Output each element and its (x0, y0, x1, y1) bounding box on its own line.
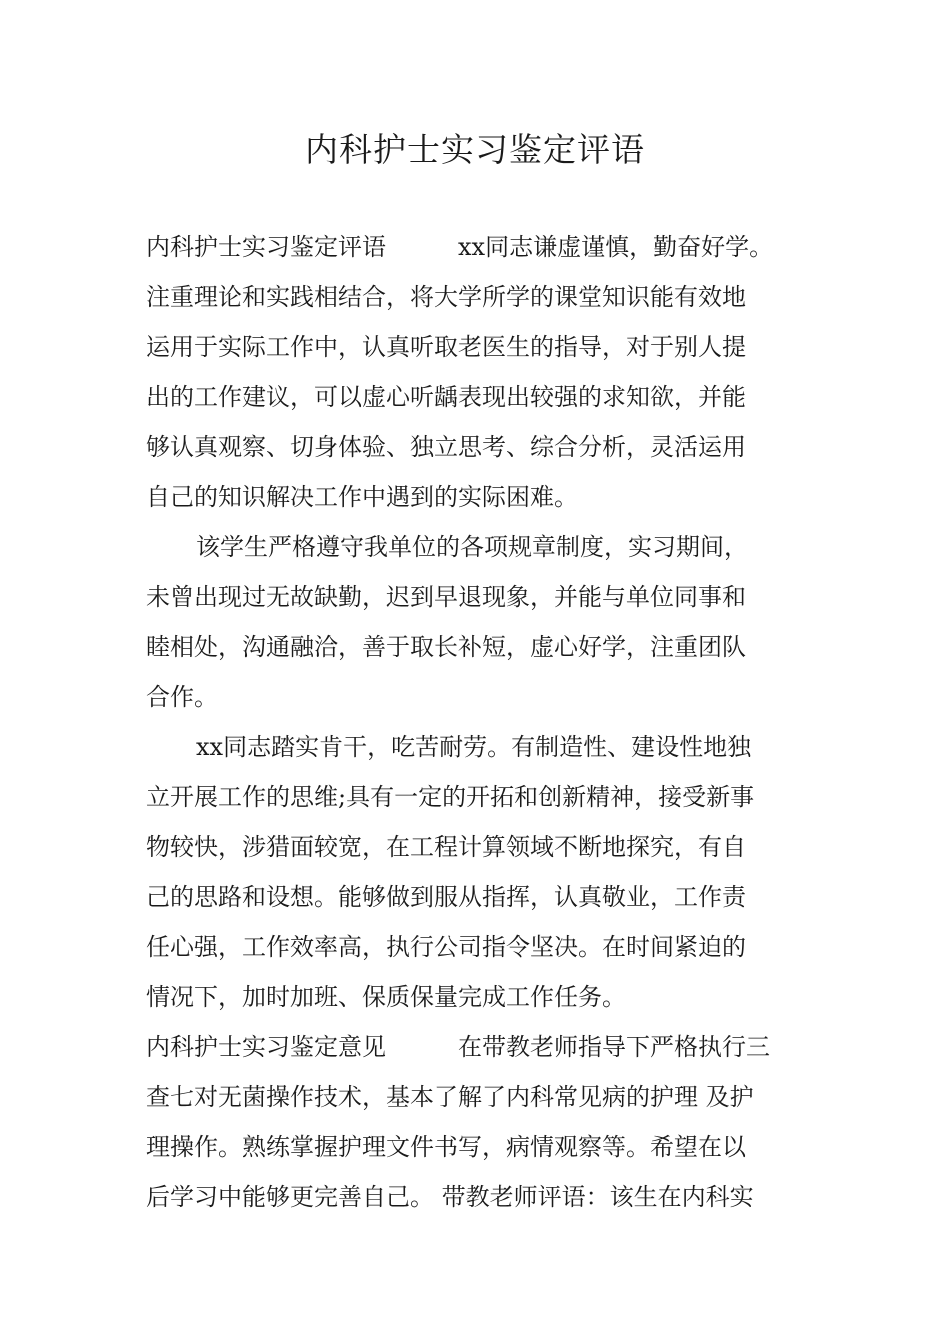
text-line: 该学生严格遵守我单位的各项规章制度，实习期间， (196, 533, 748, 561)
text-line: 注重理论和实践相结合，将大学所学的课堂知识能有效地 (146, 283, 746, 311)
text-line: 够认真观察、切身体验、独立思考、综合分析，灵活运用 (146, 433, 746, 461)
text-line: 任心强，工作效率高，执行公司指令坚决。在时间紧迫的 (146, 933, 746, 961)
text-line: 情况下，加时加班、保质保量完成工作任务。 (146, 983, 626, 1011)
text-line: 立开展工作的思维;具有一定的开拓和创新精神，接受新事 (146, 783, 755, 811)
text-line: 己的思路和设想。能够做到服从指挥，认真敬业，工作责 (146, 883, 746, 911)
text-line: 运用于实际工作中，认真听取老医生的指导，对于别人提 (146, 333, 746, 361)
text-line: 睦相处，沟通融洽，善于取长补短，虚心好学，注重团队 (146, 633, 746, 661)
text-line: xx同志踏实肯干，吃苦耐劳。有制造性、建设性地独 (196, 733, 752, 761)
text-line: 物较快，涉猎面较宽，在工程计算领域不断地探究，有自 (146, 833, 746, 861)
document-title: 内科护士实习鉴定评语 (305, 130, 645, 169)
text-line: 合作。 (146, 683, 218, 711)
text-line: 查七对无菌操作技术，基本了解了内科常见病的护理 及护 (146, 1083, 754, 1111)
text-line: 内科护士实习鉴定评语 xx同志谦虚谨慎，勤奋好学。 (146, 233, 774, 261)
text-line: 自己的知识解决工作中遇到的实际困难。 (146, 483, 578, 511)
text-line: 后学习中能够更完善自己。 带教老师评语：该生在内科实 (146, 1183, 754, 1211)
text-line: 理操作。熟练掌握护理文件书写，病情观察等。希望在以 (146, 1133, 746, 1161)
text-line: 未曾出现过无故缺勤，迟到早退现象，并能与单位同事和 (146, 583, 746, 611)
text-line: 出的工作建议，可以虚心听龋表现出较强的求知欲，并能 (146, 383, 746, 411)
text-line: 内科护士实习鉴定意见 在带教老师指导下严格执行三 (146, 1033, 770, 1061)
